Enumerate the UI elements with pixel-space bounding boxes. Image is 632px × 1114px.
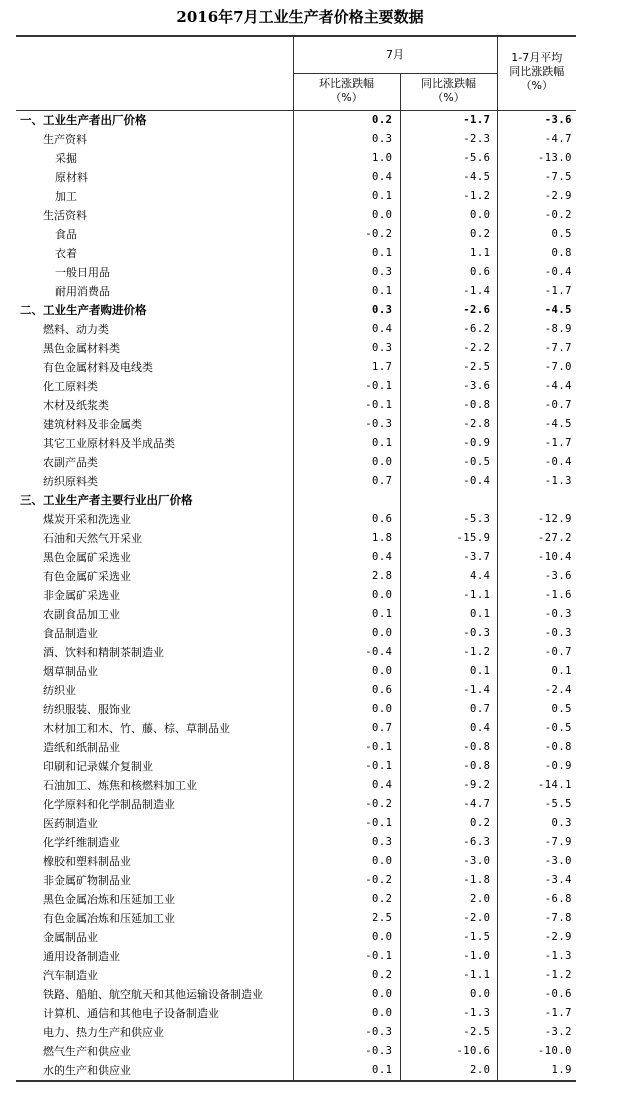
row-mom-value: 0.3 (293, 301, 400, 320)
header-yoy (400, 74, 497, 108)
row-mom-value: 0.4 (293, 320, 400, 339)
row-cumulative-value: -1.7 (497, 1004, 576, 1023)
row-cumulative-value: -2.9 (497, 187, 576, 206)
row-label: 造纸和纸制品业 (43, 740, 120, 754)
row-yoy-value: -5.3 (400, 510, 497, 529)
row-yoy-value: -1.5 (400, 928, 497, 947)
row-label: 医药制造业 (43, 816, 98, 830)
row-yoy-value: -5.6 (400, 149, 497, 168)
row-mom-value (293, 491, 400, 510)
row-cumulative-value: -14.1 (497, 776, 576, 795)
row-cumulative-value: 0.1 (497, 662, 576, 681)
row-label: 纺织业 (43, 683, 76, 697)
row-cumulative-value: -7.0 (497, 358, 576, 377)
row-mom-value: 0.4 (293, 776, 400, 795)
row-cumulative-value: -10.4 (497, 548, 576, 567)
row-mom-value: 0.1 (293, 244, 400, 263)
row-cumulative-value: -0.3 (497, 624, 576, 643)
row-mom-value: 0.2 (293, 966, 400, 985)
row-mom-value: -0.2 (293, 225, 400, 244)
row-label: 一般日用品 (55, 265, 110, 279)
table-row (16, 928, 576, 947)
row-label: 石油加工、炼焦和核燃料加工业 (43, 778, 197, 792)
row-mom-value: 0.0 (293, 624, 400, 643)
row-mom-value: 1.8 (293, 529, 400, 548)
table-row (16, 814, 576, 833)
row-cumulative-value: -10.0 (497, 1042, 576, 1061)
table-row (16, 206, 576, 225)
row-mom-value: 0.0 (293, 985, 400, 1004)
row-mom-value: 0.3 (293, 339, 400, 358)
row-cumulative-value: -3.6 (497, 110, 576, 130)
row-yoy-value: -2.8 (400, 415, 497, 434)
row-yoy-value: 0.6 (400, 263, 497, 282)
row-label: 原材料 (55, 170, 88, 184)
row-cumulative-value: -0.7 (497, 643, 576, 662)
row-cumulative-value: -7.8 (497, 909, 576, 928)
header-cumulative (497, 36, 576, 107)
row-mom-value: -0.3 (293, 1042, 400, 1061)
row-mom-value: 0.0 (293, 662, 400, 681)
row-cumulative-value: -1.3 (497, 947, 576, 966)
row-cumulative-value: -0.7 (497, 396, 576, 415)
row-mom-value: 0.1 (293, 605, 400, 624)
table-row (16, 130, 576, 149)
table-row (16, 757, 576, 776)
row-label: 生活资料 (43, 208, 87, 222)
row-label: 农副产品类 (43, 455, 98, 469)
row-cumulative-value: -0.4 (497, 453, 576, 472)
row-mom-value: 1.7 (293, 358, 400, 377)
row-yoy-value: -3.7 (400, 548, 497, 567)
row-cumulative-value: -12.9 (497, 510, 576, 529)
table-row (16, 263, 576, 282)
row-yoy-value: -0.5 (400, 453, 497, 472)
row-label: 建筑材料及非金属类 (43, 417, 142, 431)
row-mom-value: 0.4 (293, 168, 400, 187)
table-row (16, 472, 576, 491)
row-label: 燃气生产和供应业 (43, 1044, 131, 1058)
row-label: 酒、饮料和精制茶制造业 (43, 645, 164, 659)
row-mom-value: 0.0 (293, 586, 400, 605)
row-mom-value: 0.0 (293, 928, 400, 947)
row-label: 采掘 (55, 151, 77, 165)
row-yoy-value: -3.0 (400, 852, 497, 871)
row-cumulative-value: -27.2 (497, 529, 576, 548)
row-label: 黑色金属材料类 (43, 341, 120, 355)
row-label: 金属制品业 (43, 930, 98, 944)
table-row (16, 776, 576, 795)
row-yoy-value: 0.1 (400, 662, 497, 681)
row-yoy-value: 0.2 (400, 225, 497, 244)
row-cumulative-value: -13.0 (497, 149, 576, 168)
row-cumulative-value: -3.6 (497, 567, 576, 586)
row-cumulative-value: -1.2 (497, 966, 576, 985)
row-mom-value: 2.5 (293, 909, 400, 928)
row-label: 化工原料类 (43, 379, 98, 393)
row-label: 有色金属矿采选业 (43, 569, 131, 583)
row-cumulative-value: -4.7 (497, 130, 576, 149)
row-yoy-value (400, 491, 497, 510)
row-yoy-value: -0.4 (400, 472, 497, 491)
table-row (16, 1023, 576, 1042)
row-yoy-value: -1.1 (400, 966, 497, 985)
row-label: 二、工业生产者购进价格 (20, 302, 147, 317)
row-mom-value: 0.0 (293, 700, 400, 719)
row-yoy-value: -0.8 (400, 757, 497, 776)
table-row (16, 909, 576, 928)
row-label: 衣着 (55, 246, 77, 260)
row-cumulative-value: -0.5 (497, 719, 576, 738)
row-yoy-value: -0.8 (400, 738, 497, 757)
row-mom-value: 0.0 (293, 852, 400, 871)
table-row (16, 662, 576, 681)
row-mom-value: -0.1 (293, 377, 400, 396)
table-row (16, 890, 576, 909)
table-row (16, 244, 576, 263)
table-row (16, 187, 576, 206)
row-label: 铁路、船舶、航空航天和其他运输设备制造业 (43, 987, 263, 1001)
table-row (16, 871, 576, 890)
table-row (16, 1061, 576, 1081)
row-label: 橡胶和塑料制品业 (43, 854, 131, 868)
row-label: 印刷和记录媒介复制业 (43, 759, 153, 773)
row-label: 非金属矿物制品业 (43, 873, 131, 887)
table-row (16, 358, 576, 377)
row-yoy-value: 2.0 (400, 890, 497, 909)
row-label: 其它工业原材料及半成品类 (43, 436, 175, 450)
row-label: 木材及纸浆类 (43, 398, 109, 412)
table-row (16, 225, 576, 244)
row-yoy-value: -2.0 (400, 909, 497, 928)
row-yoy-value: -0.9 (400, 434, 497, 453)
table-row (16, 643, 576, 662)
row-mom-value: 0.6 (293, 510, 400, 529)
row-mom-value: -0.4 (293, 643, 400, 662)
row-cumulative-value: -1.6 (497, 586, 576, 605)
row-cumulative-value: -2.4 (497, 681, 576, 700)
header-cumulative-unit: （%） (520, 79, 553, 92)
row-yoy-value: 0.4 (400, 719, 497, 738)
row-mom-value: 0.1 (293, 434, 400, 453)
row-label: 黑色金属矿采选业 (43, 550, 131, 564)
row-mom-value: 0.7 (293, 472, 400, 491)
row-yoy-value: -2.5 (400, 358, 497, 377)
row-yoy-value: -1.2 (400, 643, 497, 662)
row-cumulative-value: 0.5 (497, 700, 576, 719)
table-row (16, 396, 576, 415)
row-label: 有色金属材料及电线类 (43, 360, 153, 374)
row-label: 木材加工和木、竹、藤、棕、草制品业 (43, 721, 230, 735)
table-row (16, 453, 576, 472)
row-mom-value: 0.3 (293, 130, 400, 149)
row-mom-value: 2.8 (293, 567, 400, 586)
row-yoy-value: 0.0 (400, 985, 497, 1004)
row-mom-value: 1.0 (293, 149, 400, 168)
row-yoy-value: -4.7 (400, 795, 497, 814)
table-row (16, 700, 576, 719)
row-cumulative-value: 0.8 (497, 244, 576, 263)
row-cumulative-value: -4.5 (497, 301, 576, 320)
header-mom-label: 环比涨跌幅 (319, 76, 374, 90)
header-label-cell (16, 36, 293, 107)
header-cumulative-line1: 1-7月平均 (511, 51, 563, 64)
table-body (16, 110, 576, 1081)
row-mom-value: -0.2 (293, 871, 400, 890)
row-label: 计算机、通信和其他电子设备制造业 (43, 1006, 219, 1020)
table-row (16, 377, 576, 396)
row-cumulative-value: -7.9 (497, 833, 576, 852)
row-cumulative-value: -6.8 (497, 890, 576, 909)
row-cumulative-value: -3.0 (497, 852, 576, 871)
table-row (16, 719, 576, 738)
row-label: 电力、热力生产和供应业 (43, 1025, 164, 1039)
table-row (16, 491, 576, 510)
page-title: 2016年7月工业生产者价格主要数据 (176, 8, 424, 26)
table-row (16, 434, 576, 453)
row-cumulative-value: -3.4 (497, 871, 576, 890)
row-cumulative-value: -5.5 (497, 795, 576, 814)
row-yoy-value: 0.0 (400, 206, 497, 225)
row-yoy-value: -1.1 (400, 586, 497, 605)
row-label: 有色金属冶炼和压延加工业 (43, 911, 175, 925)
row-label: 石油和天然气开采业 (43, 531, 142, 545)
row-cumulative-value: -1.3 (497, 472, 576, 491)
table-row (16, 168, 576, 187)
row-cumulative-value: 0.5 (497, 225, 576, 244)
row-cumulative-value: -0.8 (497, 738, 576, 757)
row-cumulative-value: -0.3 (497, 605, 576, 624)
row-label: 纺织原料类 (43, 474, 98, 488)
row-yoy-value: -4.5 (400, 168, 497, 187)
row-mom-value: -0.2 (293, 795, 400, 814)
row-mom-value: 0.1 (293, 1061, 400, 1081)
row-yoy-value: 2.0 (400, 1061, 497, 1081)
row-cumulative-value: -0.2 (497, 206, 576, 225)
table-row (16, 567, 576, 586)
row-cumulative-value: -8.9 (497, 320, 576, 339)
table-row (16, 110, 576, 130)
row-cumulative-value: -0.6 (497, 985, 576, 1004)
table-row (16, 1004, 576, 1023)
table-row (16, 339, 576, 358)
table-row (16, 282, 576, 301)
row-mom-value: 0.4 (293, 548, 400, 567)
row-yoy-value: -1.4 (400, 681, 497, 700)
row-yoy-value: 0.2 (400, 814, 497, 833)
row-label: 烟草制品业 (43, 664, 98, 678)
row-yoy-value: -0.8 (400, 396, 497, 415)
row-cumulative-value: 1.9 (497, 1061, 576, 1081)
row-yoy-value: -2.3 (400, 130, 497, 149)
table-row (16, 605, 576, 624)
row-yoy-value: -1.0 (400, 947, 497, 966)
row-cumulative-value: -0.4 (497, 263, 576, 282)
row-label: 纺织服装、服饰业 (43, 702, 131, 716)
table-row (16, 966, 576, 985)
row-yoy-value: -10.6 (400, 1042, 497, 1061)
row-yoy-value: 0.7 (400, 700, 497, 719)
row-cumulative-value: -0.9 (497, 757, 576, 776)
row-label: 非金属矿采选业 (43, 588, 120, 602)
row-yoy-value: -3.6 (400, 377, 497, 396)
header-yoy-unit: （%） (432, 90, 465, 104)
row-yoy-value: -6.3 (400, 833, 497, 852)
row-label: 通用设备制造业 (43, 949, 120, 963)
row-mom-value: -0.3 (293, 1023, 400, 1042)
row-cumulative-value: -4.4 (497, 377, 576, 396)
table-row (16, 624, 576, 643)
table-row (16, 548, 576, 567)
row-mom-value: 0.1 (293, 187, 400, 206)
row-mom-value: -0.3 (293, 415, 400, 434)
table-row (16, 852, 576, 871)
row-yoy-value: -1.4 (400, 282, 497, 301)
table-row (16, 833, 576, 852)
row-mom-value: 0.1 (293, 282, 400, 301)
row-label: 三、工业生产者主要行业出厂价格 (20, 492, 193, 507)
row-label: 黑色金属冶炼和压延加工业 (43, 892, 175, 906)
header-month-group: 7月 (293, 36, 497, 74)
row-yoy-value: -2.2 (400, 339, 497, 358)
row-yoy-value: -1.8 (400, 871, 497, 890)
row-label: 食品制造业 (43, 626, 98, 640)
row-label: 化学原料和化学制品制造业 (43, 797, 175, 811)
header-yoy-label: 同比涨跌幅 (421, 76, 476, 90)
row-yoy-value: 4.4 (400, 567, 497, 586)
row-mom-value: -0.1 (293, 947, 400, 966)
row-yoy-value: -1.3 (400, 1004, 497, 1023)
row-mom-value: 0.2 (293, 110, 400, 130)
row-yoy-value: -2.5 (400, 1023, 497, 1042)
table-row (16, 510, 576, 529)
row-cumulative-value: -1.7 (497, 282, 576, 301)
table-row (16, 795, 576, 814)
row-label: 一、工业生产者出厂价格 (20, 112, 147, 127)
row-yoy-value: -0.3 (400, 624, 497, 643)
row-label: 加工 (55, 189, 77, 203)
row-cumulative-value: 0.3 (497, 814, 576, 833)
header-mom (293, 74, 400, 108)
table-row (16, 320, 576, 339)
table-row (16, 149, 576, 168)
row-cumulative-value: -3.2 (497, 1023, 576, 1042)
row-cumulative-value: -2.9 (497, 928, 576, 947)
table-row (16, 985, 576, 1004)
table-row (16, 738, 576, 757)
row-cumulative-value: -7.5 (497, 168, 576, 187)
row-yoy-value: -15.9 (400, 529, 497, 548)
header-cumulative-line2: 同比涨跌幅 (509, 65, 565, 78)
header-mom-unit: （%） (330, 90, 363, 104)
row-yoy-value: -6.2 (400, 320, 497, 339)
row-mom-value: 0.2 (293, 890, 400, 909)
row-cumulative-value: -7.7 (497, 339, 576, 358)
row-mom-value: -0.1 (293, 738, 400, 757)
row-cumulative-value (497, 491, 576, 510)
row-mom-value: 0.0 (293, 206, 400, 225)
row-label: 汽车制造业 (43, 968, 98, 982)
row-mom-value: 0.3 (293, 263, 400, 282)
row-mom-value: 0.0 (293, 1004, 400, 1023)
row-label: 耐用消费品 (55, 284, 110, 298)
table-row (16, 1042, 576, 1061)
row-mom-value: -0.1 (293, 396, 400, 415)
row-yoy-value: -1.7 (400, 110, 497, 130)
row-cumulative-value: -1.7 (497, 434, 576, 453)
row-yoy-value: -9.2 (400, 776, 497, 795)
table-row (16, 415, 576, 434)
row-label: 煤炭开采和洗选业 (43, 512, 131, 526)
table-row (16, 681, 576, 700)
table-row (16, 586, 576, 605)
table-row (16, 947, 576, 966)
row-yoy-value: -1.2 (400, 187, 497, 206)
row-label: 化学纤维制造业 (43, 835, 120, 849)
row-mom-value: -0.1 (293, 757, 400, 776)
row-mom-value: 0.3 (293, 833, 400, 852)
row-label: 食品 (55, 227, 77, 241)
price-data-table (16, 35, 576, 1082)
row-label: 农副食品加工业 (43, 607, 120, 621)
table-row (16, 529, 576, 548)
row-yoy-value: 1.1 (400, 244, 497, 263)
row-label: 燃料、动力类 (43, 322, 109, 336)
row-mom-value: 0.6 (293, 681, 400, 700)
row-mom-value: 0.0 (293, 453, 400, 472)
row-label: 生产资料 (43, 132, 87, 146)
row-cumulative-value: -4.5 (497, 415, 576, 434)
row-label: 水的生产和供应业 (16, 1061, 293, 1081)
table-row (16, 301, 576, 320)
row-mom-value: -0.1 (293, 814, 400, 833)
row-mom-value: 0.7 (293, 719, 400, 738)
row-yoy-value: -2.6 (400, 301, 497, 320)
row-yoy-value: 0.1 (400, 605, 497, 624)
